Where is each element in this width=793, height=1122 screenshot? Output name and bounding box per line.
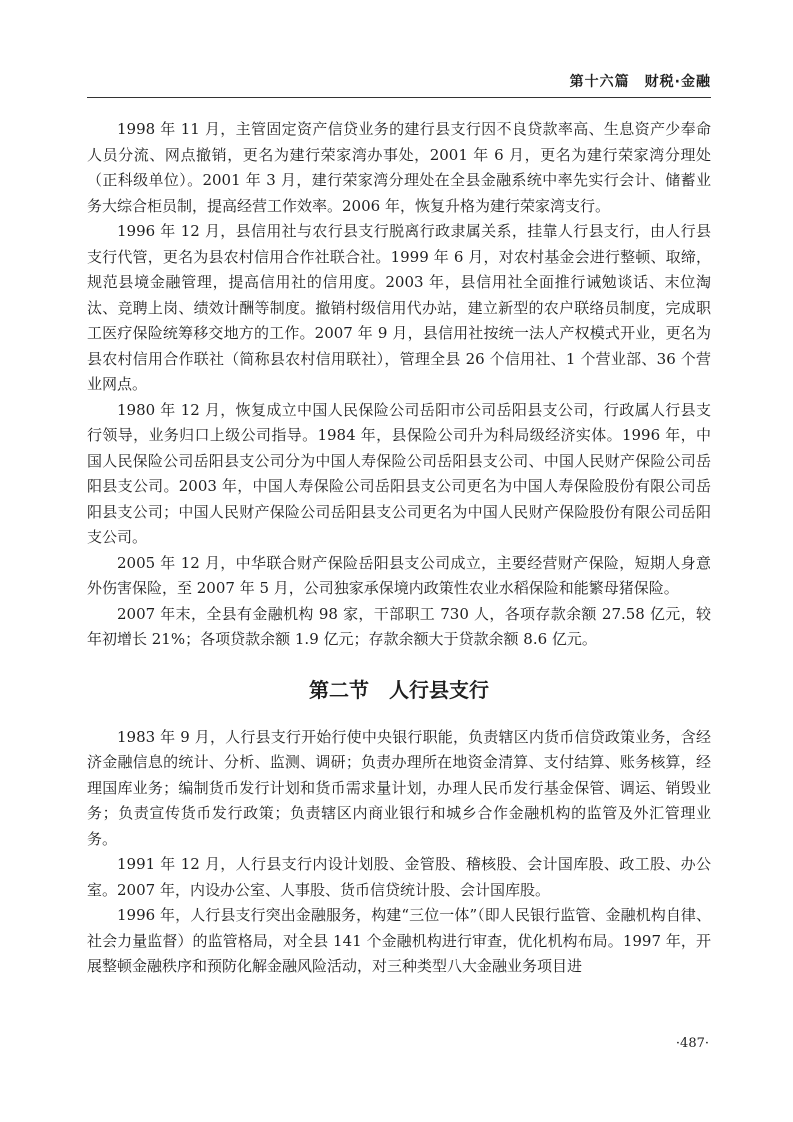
running-header [87, 72, 711, 94]
paragraph-pboc-functions: 1983 年 9 月，人行县支行开始行使中央银行职能，负责辖区内货币信贷政策业务，含经济金融信息的统计、分析、监测、调研；负责办理所在地资金清算、支付结算、账务核算，经理国库业务；编制货币发行计划和货币需求量计划，办理人民币发行基金保管、调运、销毁业务；负责宣传货币发行政策；负责辖区内商业银行和城乡合作金融机构的监管及外汇管理业务。 [87, 727, 711, 848]
header-rule [87, 97, 711, 98]
paragraph-summary-2007: 2007 年末，全县有金融机构 98 家，干部职工 730 人，各项存款余额 27.58 亿元，较年初增长 21%；各项贷款余额 1.9 亿元；存款余额大于贷款余额 8.6 亿元。 [87, 604, 711, 648]
paragraph-ccb-rongjiawan: 1998 年 11 月，主管固定资产信贷业务的建行县支行因不良贷款率高、生息资产少奉命人员分流、网点撤销，更名为建行荣家湾办事处，2001 年 6 月，更名为建行荣家湾分理处（正科级单位）。2001 年 3 月，建行荣家湾分理处在全县金融系统中率先实行会计、储蓄业务大综合柜员制，提高经营工作效率。2006 年，恢复升格为建行荣家湾支行。 [87, 120, 711, 215]
paragraph-china-united-insurance: 2005 年 12 月，中华联合财产保险岳阳县支公司成立，主要经营财产保险，短期人身意外伤害保险，至 2007 年 5 月，公司独家承保境内政策性农业水稻保险和能繁母猪保险。 [87, 553, 711, 597]
paragraph-credit-union: 1996 年 12 月，县信用社与农行县支行脱离行政隶属关系，挂靠人行县支行，由人行县支行代管，更名为县农村信用合作社联合社。1999 年 6 月，对农村基金会进行整顿、取缔，规范县境金融管理，提高信用社的信用度。2003 年，县信用社全面推行诫勉谈话、末位淘汰、竞聘上岗、绩效计酬等制度。撤销村级信用代办站，建立新型的农户联络员制度，完成职工医疗保险统筹移交地方的工作。2007 年 9 月，县信用社按统一法人产权模式开业，更名为县农村信用合作联社（简称县农村信用联社），管理全县 26 个信用社、1 个营业部、36 个营业网点。 [87, 222, 711, 393]
running-title: 第十六篇 财税·金融 [569, 74, 711, 90]
paragraph-pboc-departments: 1991 年 12 月，人行县支行内设计划股、金管股、稽核股、会计国库股、政工股、办公室。2007 年，内设办公室、人事股、货币信贷统计股、会计国库股。 [87, 855, 711, 899]
page-body [87, 117, 711, 980]
section-title: 第二节 人行县支行 [309, 677, 489, 702]
page-number: ·487· [675, 1036, 709, 1051]
paragraph-picc: 1980 年 12 月，恢复成立中国人民保险公司岳阳市公司岳阳县支公司，行政属人行县支行领导，业务归口上级公司指导。1984 年，县保险公司升为科局级经济实体。1996 年，中国人民保险公司岳阳县支公司分为中国人寿保险公司岳阳县支公司、中国人民财产保险公司岳阳县支公司。2003 年，中国人寿保险公司岳阳县支公司更名为中国人寿保险股份有限公司岳阳县支公司；中国人民财产保险公司岳阳县支公司更名为中国人民财产保险股份有限公司岳阳支公司。 [87, 400, 711, 546]
paragraph-pboc-supervision: 1996 年，人行县支行突出金融服务，构建“三位一体”（即人民银行监管、金融机构自律、社会力量监督）的监管格局，对全县 141 个金融机构进行审查，优化机构布局。1997 年，开展整顿金融秩序和预防化解金融风险活动，对三种类型八大金融业务项目进 [87, 906, 711, 975]
